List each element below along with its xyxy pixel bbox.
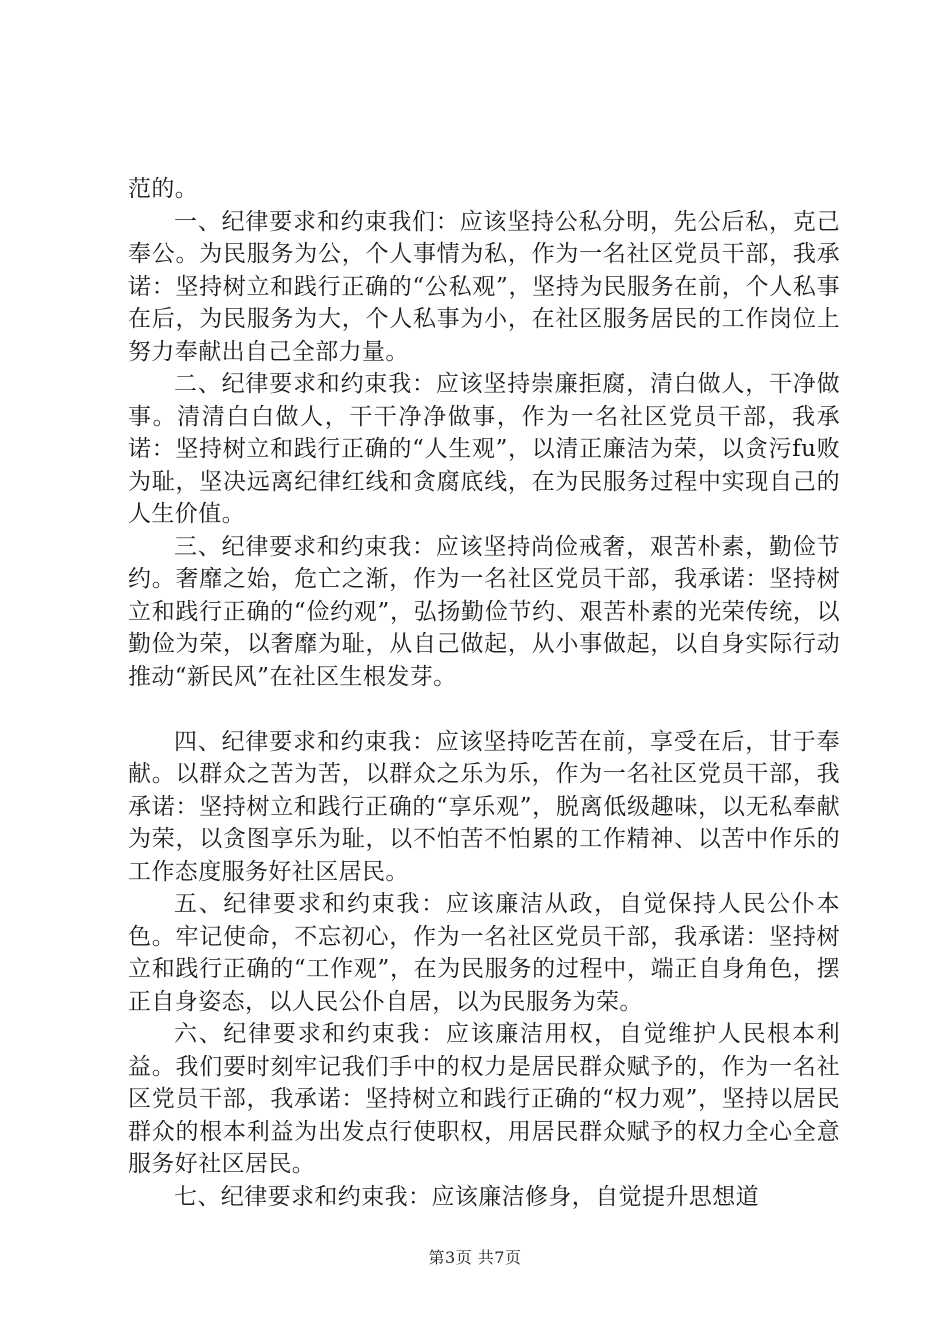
paragraph-6: 六、纪律要求和约束我：应该廉洁用权，自觉维护人民根本利益。我们要时刻牢记我们手中的权力是居民群众赋予的，作为一名社区党员干部，我承诺：坚持树立和践行正确的“权力观”，坚持以居民群众的根本利益为出发点行使职权，用居民群众赋予的权力全心全意服务好社区居民。	[128, 1021, 840, 1177]
document-body	[128, 173, 840, 1213]
paragraph-5: 五、纪律要求和约束我：应该廉洁从政，自觉保持人民公仆本色。牢记使命，不忘初心，作为一名社区党员干部，我承诺：坚持树立和践行正确的“工作观”，在为民服务的过程中，端正自身角色，摆正自身姿态，以人民公仆自居，以为民服务为荣。	[128, 891, 840, 1015]
paragraph-3: 三、纪律要求和约束我：应该坚持尚俭戒奢，艰苦朴素，勤俭节约。奢靡之始，危亡之渐，作为一名社区党员干部，我承诺：坚持树立和践行正确的“俭约观”，弘扬勤俭节约、艰苦朴素的光荣传统，以勤俭为荣，以奢靡为耻，从自己做起，从小事做起，以自身实际行动推动“新民风”在社区生根发芽。	[128, 533, 840, 690]
page-footer: 第3页 共7页	[428, 1248, 522, 1267]
paragraph-7: 七、纪律要求和约束我：应该廉洁修身，自觉提升思想道	[174, 1183, 759, 1210]
paragraph-2: 二、纪律要求和约束我：应该坚持崇廉拒腐，清白做人，干净做事。清清白白做人，干干净净做事，作为一名社区党员干部，我承诺：坚持树立和践行正确的“人生观”，以清正廉洁为荣，以贪污fu败为耻，坚决远离纪律红线和贪腐底线，在为民服务过程中实现自己的人生价值。	[128, 371, 840, 527]
paragraph-continuation: 范的。	[128, 176, 199, 202]
paragraph-1: 一、纪律要求和约束我们：应该坚持公私分明，先公后私，克己奉公。为民服务为公，个人事情为私，作为一名社区党员干部，我承诺：坚持树立和践行正确的“公私观”，坚持为民服务在前，个人私事在后，为民服务为大，个人私事为小，在社区服务居民的工作岗位上努力奉献出自己全部力量。	[128, 208, 840, 365]
paragraph-4: 四、纪律要求和约束我：应该坚持吃苦在前，享受在后，甘于奉献。以群众之苦为苦，以群众之乐为乐，作为一名社区党员干部，我承诺：坚持树立和践行正确的“享乐观”，脱离低级趣味，以无私奉献为荣，以贪图享乐为耻，以不怕苦不怕累的工作精神、以苦中作乐的工作态度服务好社区居民。	[128, 728, 840, 885]
